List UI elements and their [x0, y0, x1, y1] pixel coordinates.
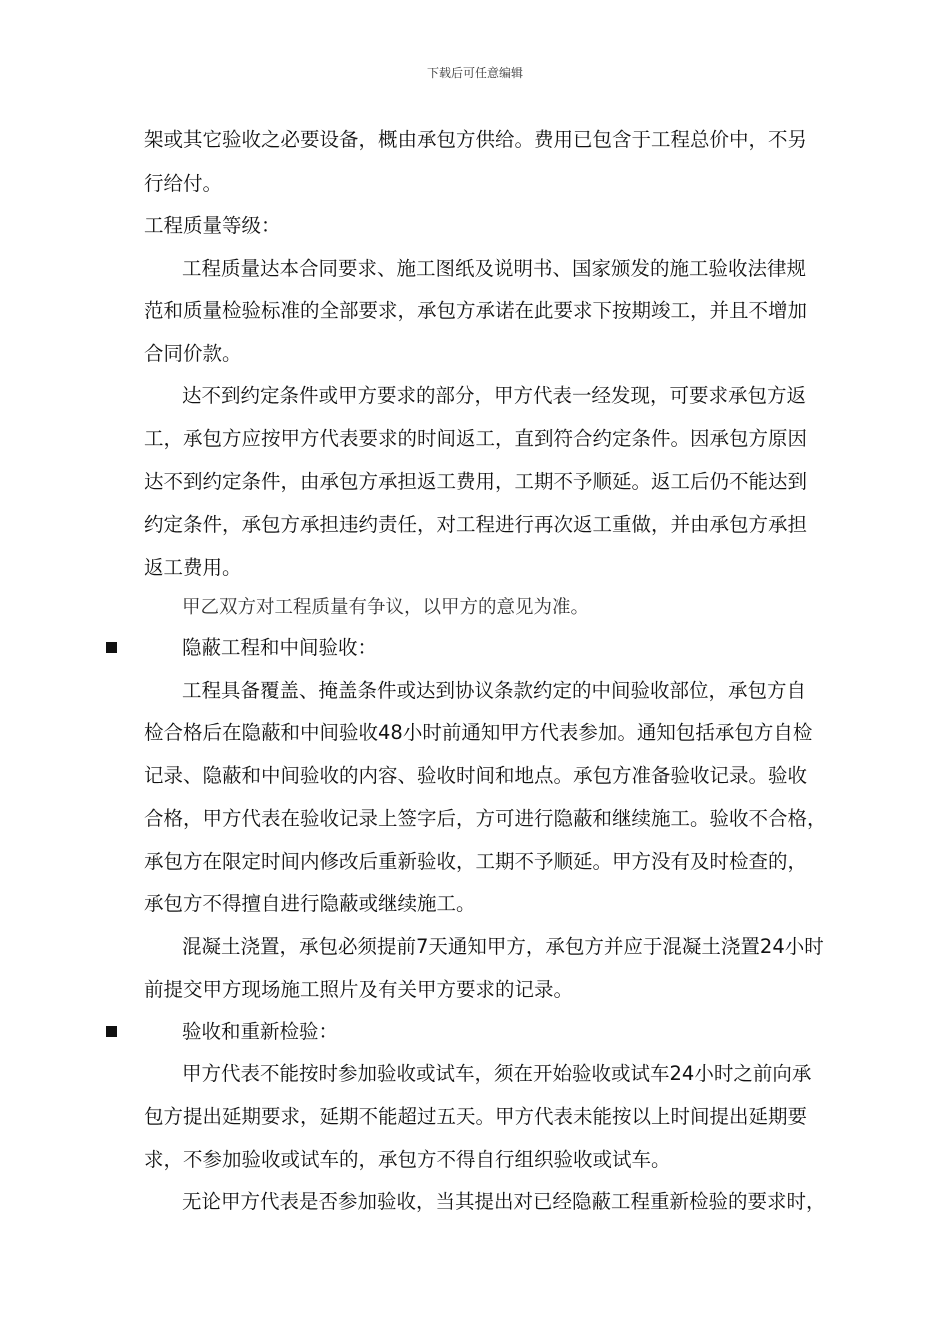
body-line: 约定条件，承包方承担违约责任，对工程进行再次返工重做，并由承包方承担 [144, 513, 808, 536]
section-heading: 隐蔽工程和中间验收： [182, 636, 378, 659]
body-line: 返工费用。 [144, 556, 242, 579]
body-line: 承包方在限定时间内修改后重新验收，工期不予顺延。甲方没有及时检查的， [144, 850, 808, 873]
body-line: 达不到约定条件，由承包方承担返工费用，工期不予顺延。返工后仍不能达到 [144, 470, 808, 493]
body-line: 工，承包方应按甲方代表要求的时间返工，直到符合约定条件。因承包方原因 [144, 427, 808, 450]
body-line: 工程质量达本合同要求、施工图纸及说明书、国家颁发的施工验收法律规 [182, 257, 807, 280]
section-heading: 验收和重新检验： [182, 1020, 339, 1043]
body-line: 达不到约定条件或甲方要求的部分，甲方代表一经发现，可要求承包方返 [182, 384, 807, 407]
body-line: 求，不参加验收或试车的，承包方不得自行组织验收或试车。 [144, 1148, 671, 1171]
body-line: 合同价款。 [144, 342, 242, 365]
body-line: 范和质量检验标准的全部要求，承包方承诺在此要求下按期竣工，并且不增加 [144, 299, 808, 322]
page-header: 下载后可任意编辑 [426, 66, 523, 80]
body-line: 架或其它验收之必要设备，概由承包方供给。费用已包含于工程总价中，不另 [144, 128, 808, 151]
body-line: 记录、隐蔽和中间验收的内容、验收时间和地点。承包方准备验收记录。验收 [144, 764, 808, 787]
body-line: 前提交甲方现场施工照片及有关甲方要求的记录。 [144, 978, 574, 1001]
section-heading: 工程质量等级： [144, 214, 281, 237]
bullet-square-icon [106, 642, 117, 653]
body-line: 工程具备覆盖、掩盖条件或达到协议条款约定的中间验收部位，承包方自 [182, 679, 807, 702]
body-line: 承包方不得擅自进行隐蔽或继续施工。 [144, 892, 476, 915]
body-line: 甲方代表不能按时参加验收或试车，须在开始验收或试车24小时之前向承 [182, 1062, 812, 1085]
body-line: 甲乙双方对工程质量有争议，以甲方的意见为准。 [182, 597, 590, 618]
body-line: 混凝土浇置，承包必须提前7天通知甲方，承包方并应于混凝土浇置24小时 [182, 935, 824, 958]
body-line: 无论甲方代表是否参加验收，当其提出对已经隐蔽工程重新检验的要求时， [182, 1190, 826, 1213]
bullet-square-icon [106, 1026, 117, 1037]
body-line: 包方提出延期要求，延期不能超过五天。甲方代表未能按以上时间提出延期要 [144, 1105, 808, 1128]
body-line: 检合格后在隐蔽和中间验收48小时前通知甲方代表参加。通知包括承包方自检 [144, 721, 813, 744]
body-line: 行给付。 [144, 172, 223, 195]
body-line: 合格，甲方代表在验收记录上签字后，方可进行隐蔽和继续施工。验收不合格， [144, 807, 827, 830]
